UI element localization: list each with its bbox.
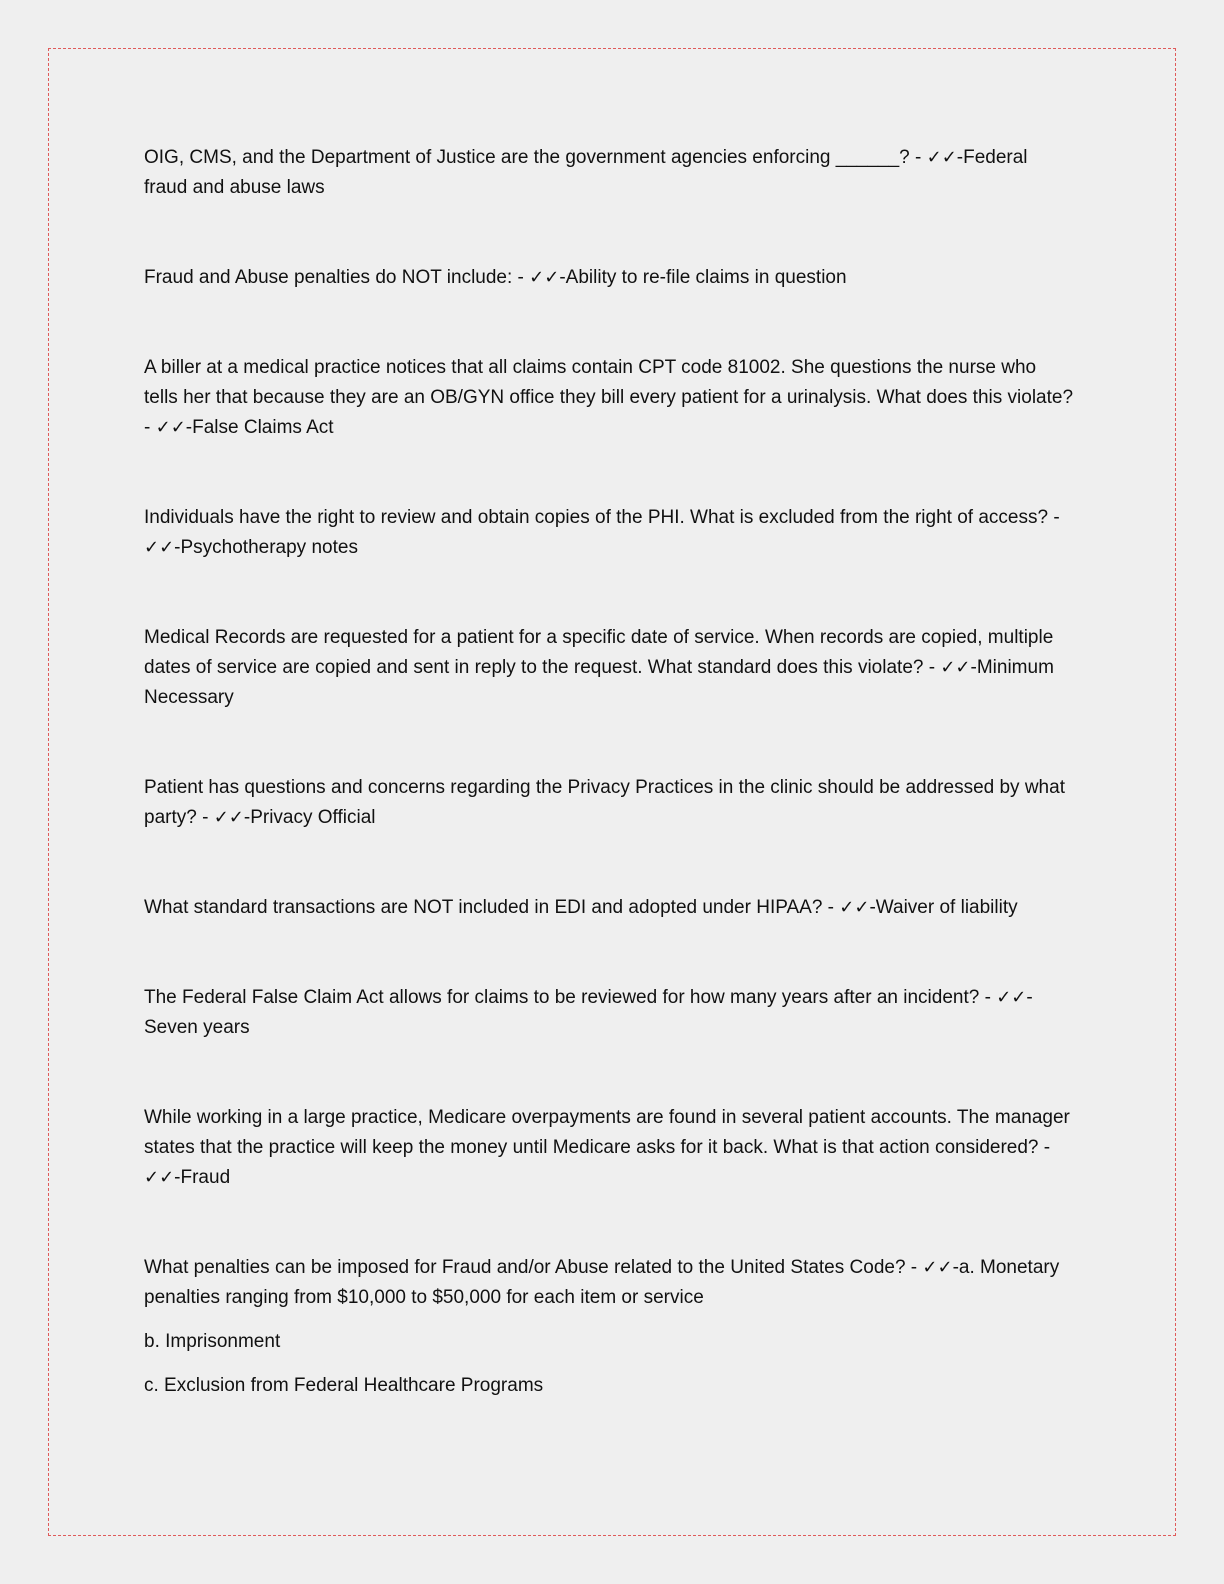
double-check-icon: ✓✓ — [922, 1257, 953, 1278]
answer-text: -Seven years — [144, 987, 1033, 1038]
qa-item — [144, 1253, 1074, 1313]
question-text: Medical Records are requested for a patient for a specific date of service. When records are copied, multiple dates of service are copied and sent in reply to the request. What standard does this violate? - — [144, 627, 1054, 678]
question-text: A biller at a medical practice notices that all claims contain CPT code 81002. She questions the nurse who tells her that because they are an OB/GYN office they bill every patient for a urinalysis. What does this violate? - — [144, 357, 1074, 438]
qa-item — [144, 773, 1074, 833]
answer-text: -Ability to re-file claims in question — [559, 267, 847, 288]
qa-item — [144, 623, 1074, 713]
answer-text: -False Claims Act — [185, 417, 334, 438]
qa-item — [144, 1103, 1074, 1193]
answer-text: -Psychotherapy notes — [174, 537, 358, 558]
question-text: OIG, CMS, and the Department of Justice are the government agencies enforcing ______? - — [144, 147, 927, 168]
question-text: Patient has questions and concerns regarding the Privacy Practices in the clinic should be addressed by what party? - — [144, 777, 1065, 828]
question-text: What penalties can be imposed for Fraud and/or Abuse related to the United States Code? - — [144, 1257, 923, 1278]
double-check-icon: ✓✓ — [839, 897, 870, 918]
qa-item — [144, 353, 1074, 443]
answer-continuation: c. Exclusion from Federal Healthcare Programs — [144, 1375, 544, 1396]
question-text: Fraud and Abuse penalties do NOT include: - — [144, 267, 530, 288]
double-check-icon: ✓✓ — [213, 807, 244, 828]
question-text: Individuals have the right to review and obtain copies of the PHI. What is excluded from the right of access? - — [144, 507, 1060, 528]
double-check-icon: ✓✓ — [144, 537, 175, 558]
double-check-icon: ✓✓ — [926, 147, 957, 168]
question-text: The Federal False Claim Act allows for claims to be reviewed for how many years after an incident? - — [144, 987, 997, 1008]
qa-item — [144, 983, 1074, 1043]
qa-document — [144, 143, 1074, 1415]
answer-text: -Minimum Necessary — [144, 657, 1054, 708]
double-check-icon: ✓✓ — [940, 657, 971, 678]
double-check-icon: ✓✓ — [144, 1167, 175, 1188]
qa-item — [144, 503, 1074, 563]
question-text: What standard transactions are NOT included in EDI and adopted under HIPAA? - — [144, 897, 840, 918]
qa-item — [144, 143, 1074, 203]
answer-text: -a. Monetary penalties ranging from $10,000 to $50,000 for each item or service — [144, 1257, 1060, 1308]
qa-item — [144, 893, 1074, 923]
answer-text: -Federal fraud and abuse laws — [144, 147, 1028, 198]
answer-text: -Waiver of liability — [869, 897, 1018, 918]
answer-text: -Privacy Official — [243, 807, 376, 828]
double-check-icon: ✓✓ — [529, 267, 560, 288]
double-check-icon: ✓✓ — [996, 987, 1027, 1008]
question-text: While working in a large practice, Medicare overpayments are found in several patient accounts. The manager states that the practice will keep the money until Medicare asks for it back. What is that action considered? - — [144, 1107, 1070, 1158]
answer-text: -Fraud — [174, 1167, 231, 1188]
double-check-icon: ✓✓ — [155, 417, 186, 438]
qa-item — [144, 263, 1074, 293]
answer-continuation: b. Imprisonment — [144, 1331, 281, 1352]
